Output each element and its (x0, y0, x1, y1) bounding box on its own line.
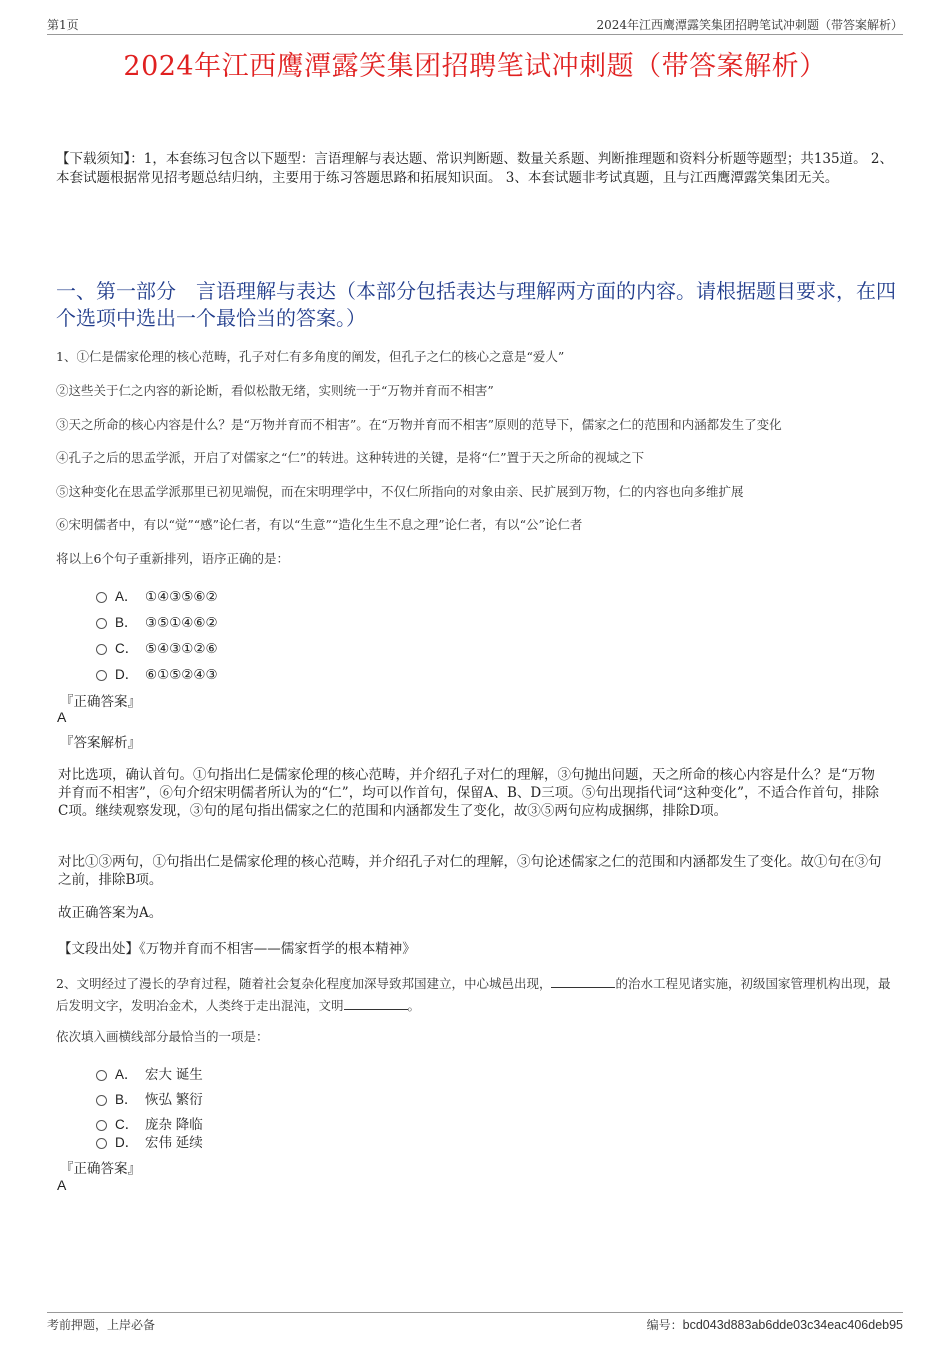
q1-sentence-2: ②这些关于仁之内容的新论断，看似松散无绪，实则统一于“万物并育而不相害” (56, 383, 494, 398)
page-number: 第1页 (47, 18, 79, 32)
q1-sentence-5: ⑤这种变化在思孟学派那里已初见端倪，而在宋明理学中，不仅仁所指向的对象由亲、民扩展到万物，仁的内容也向多维扩展 (56, 484, 744, 499)
q2-option-c[interactable]: C． 庞杂 降临 (96, 1113, 203, 1133)
header-doc-title: 2024年江西鹰潭露笑集团招聘笔试冲刺题（带答案解析） (596, 18, 903, 32)
q1-answer: A (57, 709, 67, 725)
q1-sentence-3: ③天之所命的核心内容是什么？是“万物并育而不相害”。在“万物并育而不相害”原则的范导下，儒家之仁的范围和内涵都发生了变化 (56, 417, 782, 432)
q2-option-b[interactable]: B． 恢弘 繁衍 (96, 1088, 203, 1108)
q1-option-c[interactable]: C． ⑤④③①②⑥ (96, 637, 218, 657)
radio-icon[interactable] (96, 1070, 107, 1081)
q1-sentence-6: ⑥宋明儒者中，有以“觉”“感”论仁者，有以“生意”“造化生生不息之理”论仁者，有以“公”论仁者 (56, 517, 583, 532)
radio-icon[interactable] (96, 1120, 107, 1131)
footer-code: 编号：bcd043d883ab6dde03c34eac406deb95 (646, 1318, 903, 1332)
radio-icon[interactable] (96, 1095, 107, 1106)
radio-icon[interactable] (96, 618, 107, 629)
q2-option-d[interactable]: D． 宏伟 延续 (96, 1131, 203, 1151)
q2-stem: 2、文明经过了漫长的孕育过程，随着社会复杂化程度加深导致邦国建立，中心城邑出现， 的治水工程见诸实施，初级国家管理机构出现，最后发明文字，发明冶金术，人类终于走出混沌，文明 。 (56, 976, 891, 1013)
page-title: 2024年江西鹰潭露笑集团招聘笔试冲刺题（带答案解析） (123, 51, 827, 82)
q2-option-a[interactable]: A． 宏大 诞生 (96, 1063, 203, 1083)
radio-icon[interactable] (96, 592, 107, 603)
radio-icon[interactable] (96, 1138, 107, 1149)
q1-analysis-paragraph-3: 故正确答案为A。 (58, 905, 163, 921)
q1-analysis-paragraph-1: 对比选项，确认首句。①句指出仁是儒家伦理的核心范畴，并介绍孔子对仁的理解，③句抛出问题，天之所命的核心内容是什么？是“万物并育而不相害”，⑥句介绍宋明儒者所认为的“仁”，均可以作首句，保留A、B、D三项。⑤句出现指代词“这种变化”，不适合作首句，排除C项。继续观察发现，③句的尾句指出儒家之仁的范围和内涵都发生了变化，故③⑤两句应构成捆绑，排除D项。 (58, 767, 879, 819)
q2-prompt: 依次填入画横线部分最恰当的一项是： (56, 1029, 269, 1044)
q1-analysis-paragraph-2: 对比①③两句，①句指出仁是儒家伦理的核心范畴，并介绍孔子对仁的理解，③句论述儒家之仁的范围和内涵都发生了变化。故①句在③句之前，排除B项。 (58, 854, 882, 888)
q1-option-d[interactable]: D． ⑥①⑤②④③ (96, 663, 218, 683)
page-header (47, 14, 903, 35)
fill-blank (344, 997, 408, 1010)
q1-sentence-1: 1、①仁是儒家伦理的核心范畴，孔子对仁有多角度的阐发，但孔子之仁的核心之意是“爱人” (56, 349, 565, 364)
q1-option-b[interactable]: B． ③⑤①④⑥② (96, 611, 218, 631)
fill-blank (551, 975, 615, 988)
q2-answer-label: 『正确答案』 (60, 1161, 141, 1177)
q1-prompt: 将以上6个句子重新排列，语序正确的是： (56, 551, 289, 566)
radio-icon[interactable] (96, 644, 107, 655)
q1-source: 【文段出处】《万物并育而不相害——儒家哲学的根本精神》 (58, 941, 416, 957)
q2-answer: A (57, 1177, 67, 1193)
q1-answer-label: 『正确答案』 (60, 694, 141, 710)
radio-icon[interactable] (96, 670, 107, 681)
footer-slogan: 考前押题，上岸必备 (47, 1318, 156, 1332)
q1-analysis-label: 『答案解析』 (60, 735, 141, 751)
page-footer (47, 1312, 903, 1333)
section-title: 一、第一部分 言语理解与表达（本部分包括表达与理解两方面的内容。请根据题目要求，在四个选项中选出一个最恰当的答案。） (56, 279, 896, 330)
q1-sentence-4: ④孔子之后的思孟学派，开启了对儒家之“仁”的转进。这种转进的关键，是将“仁”置于天之所命的视域之下 (56, 450, 645, 465)
download-notice: 【下载须知】：1，本套练习包含以下题型：言语理解与表达题、常识判断题、数量关系题、判断推理题和资料分析题等题型；共135道。 2、本套试题根据常见招考题总结归纳，主要用于练习答题思路和拓展知识面。 3、本套试题非考试真题，且与江西鹰潭露笑集团无关。 (56, 151, 893, 186)
q1-option-a[interactable]: A． ①④③⑤⑥② (96, 585, 218, 605)
